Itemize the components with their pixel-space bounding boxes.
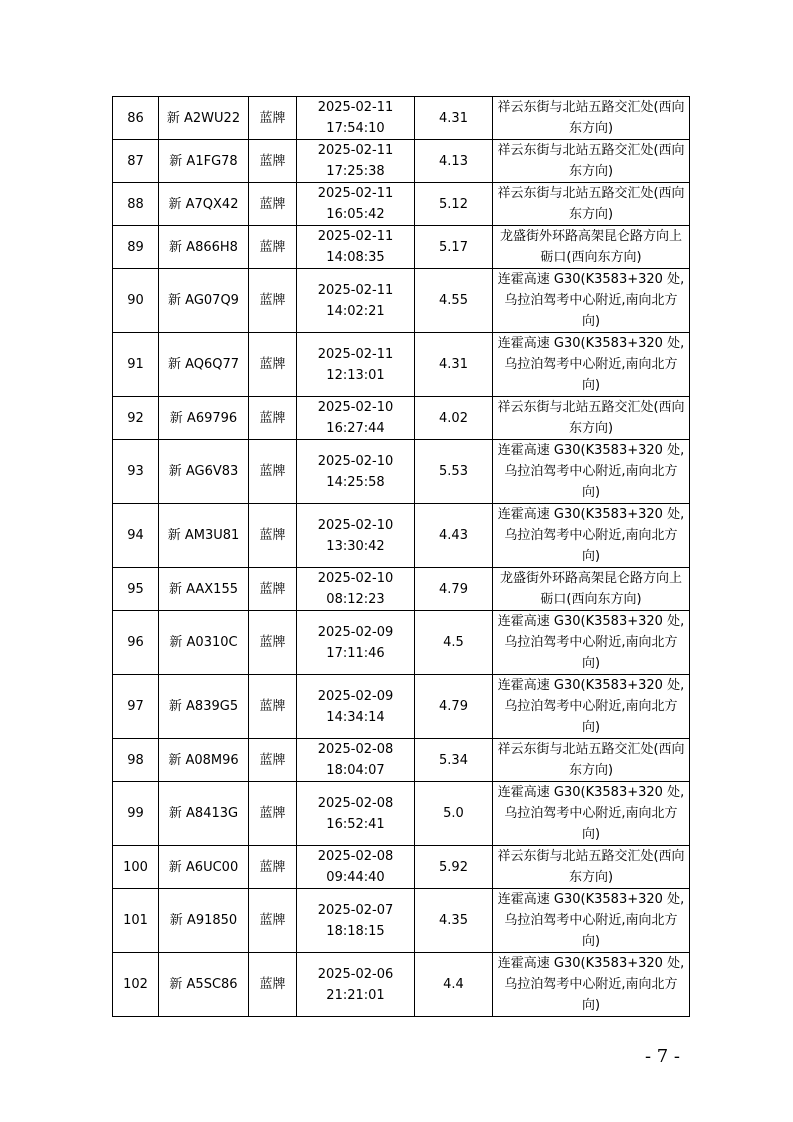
location-cell xyxy=(493,440,690,504)
datetime-cell xyxy=(297,568,415,611)
plate-number-cell xyxy=(159,397,249,440)
record-number-cell xyxy=(113,440,159,504)
plate-number-text: 新 A8413G xyxy=(168,806,239,821)
table-row xyxy=(113,97,690,140)
measured-value-text: 4.79 xyxy=(439,581,468,597)
datetime-cell xyxy=(297,397,415,440)
records-table xyxy=(112,96,690,1017)
datetime-text: 13:30:42 xyxy=(326,538,385,554)
location-line: 乌拉泊驾考中心附近,南向北方 xyxy=(504,464,678,479)
location-cell xyxy=(493,140,690,183)
plate-number-cell xyxy=(159,953,249,1017)
datetime-text: 2025-02-09 xyxy=(317,624,394,640)
plate-number-cell xyxy=(159,782,249,846)
datetime-text: 2025-02-09 xyxy=(317,688,394,704)
location-cell xyxy=(493,675,690,739)
measured-value-text: 4.5 xyxy=(443,635,464,650)
plate-number-text: 新 AG07Q9 xyxy=(168,293,239,308)
datetime-cell xyxy=(297,333,415,397)
location-line: 向) xyxy=(581,485,601,500)
record-number-cell xyxy=(113,226,159,269)
plate-color-cell xyxy=(249,140,297,183)
plate-color-cell xyxy=(249,739,297,782)
table-row xyxy=(113,397,690,440)
table-row xyxy=(113,140,690,183)
table-row xyxy=(113,953,690,1017)
location-cell xyxy=(493,504,690,568)
datetime-cell xyxy=(297,846,415,889)
plate-number-cell xyxy=(159,333,249,397)
location-cell xyxy=(493,953,690,1017)
datetime-cell xyxy=(297,226,415,269)
datetime-text: 14:34:14 xyxy=(326,709,385,725)
table-row xyxy=(113,269,690,333)
location-line: 向) xyxy=(581,720,601,735)
datetime-cell xyxy=(297,183,415,226)
measured-value-text: 5.12 xyxy=(439,196,468,212)
location-line: 连霍高速 G30(K3583+320 处, xyxy=(497,678,685,693)
location-line: 砺口(西向东方向) xyxy=(540,592,642,607)
datetime-text: 2025-02-10 xyxy=(317,571,394,586)
record-number-cell xyxy=(113,397,159,440)
record-number-text: 102 xyxy=(123,977,148,992)
measured-value-cell xyxy=(415,675,493,739)
measured-value-text: 4.55 xyxy=(439,293,468,308)
record-number-text: 100 xyxy=(123,859,148,875)
location-line: 祥云东街与北站五路交汇处(西向 xyxy=(497,849,685,864)
plate-number-text: 新 A7QX42 xyxy=(168,196,239,212)
table-row xyxy=(113,782,690,846)
plate-number-cell xyxy=(159,846,249,889)
record-number-cell xyxy=(113,889,159,953)
location-line: 祥云东街与北站五路交汇处(西向 xyxy=(497,143,685,158)
datetime-text: 14:02:21 xyxy=(326,303,385,319)
plate-color-cell xyxy=(249,226,297,269)
datetime-text: 17:11:46 xyxy=(326,645,385,661)
location-cell xyxy=(493,782,690,846)
plate-number-text: 新 A91850 xyxy=(169,913,238,928)
plate-color-text: 蓝牌 xyxy=(259,859,286,875)
plate-number-cell xyxy=(159,183,249,226)
plate-number-cell xyxy=(159,611,249,675)
measured-value-text: 5.53 xyxy=(439,464,468,479)
measured-value-text: 4.31 xyxy=(439,357,468,372)
datetime-text: 18:04:07 xyxy=(326,763,385,778)
location-line: 向) xyxy=(581,314,601,329)
datetime-cell xyxy=(297,140,415,183)
plate-color-text: 蓝牌 xyxy=(259,110,286,126)
plate-number-text: 新 A5SC86 xyxy=(169,977,238,992)
location-cell xyxy=(493,333,690,397)
plate-number-text: 新 AM3U81 xyxy=(167,528,240,543)
datetime-text: 14:08:35 xyxy=(326,250,385,265)
datetime-text: 2025-02-06 xyxy=(317,966,394,982)
measured-value-cell xyxy=(415,739,493,782)
datetime-cell xyxy=(297,97,415,140)
location-line: 乌拉泊驾考中心附近,南向北方 xyxy=(504,913,678,928)
location-line: 连霍高速 G30(K3583+320 处, xyxy=(497,443,685,458)
location-cell xyxy=(493,846,690,889)
datetime-cell xyxy=(297,504,415,568)
location-line: 向) xyxy=(581,378,601,393)
plate-number-cell xyxy=(159,739,249,782)
measured-value-cell xyxy=(415,333,493,397)
plate-color-text: 蓝牌 xyxy=(259,913,286,928)
location-line: 东方向) xyxy=(568,421,614,436)
record-number-cell xyxy=(113,183,159,226)
record-number-cell xyxy=(113,611,159,675)
record-number-text: 96 xyxy=(127,635,144,650)
plate-number-text: 新 A2WU22 xyxy=(166,110,241,126)
plate-color-text: 蓝牌 xyxy=(259,357,286,372)
measured-value-cell xyxy=(415,97,493,140)
location-line: 东方向) xyxy=(568,870,614,885)
measured-value-cell xyxy=(415,889,493,953)
measured-value-text: 4.31 xyxy=(439,110,468,126)
measured-value-cell xyxy=(415,140,493,183)
measured-value-text: 4.02 xyxy=(439,410,468,426)
measured-value-text: 4.35 xyxy=(439,913,468,928)
location-line: 连霍高速 G30(K3583+320 处, xyxy=(497,336,685,351)
location-cell xyxy=(493,889,690,953)
table-row xyxy=(113,440,690,504)
datetime-text: 17:54:10 xyxy=(326,121,385,136)
measured-value-cell xyxy=(415,397,493,440)
location-line: 连霍高速 G30(K3583+320 处, xyxy=(497,272,685,287)
datetime-text: 2025-02-11 xyxy=(317,100,394,115)
table-row xyxy=(113,504,690,568)
plate-color-cell xyxy=(249,846,297,889)
datetime-text: 21:21:01 xyxy=(326,987,385,1003)
record-number-text: 88 xyxy=(127,196,144,212)
datetime-text: 2025-02-11 xyxy=(317,346,394,362)
datetime-text: 2025-02-11 xyxy=(317,186,394,201)
plate-number-cell xyxy=(159,504,249,568)
location-line: 乌拉泊驾考中心附近,南向北方 xyxy=(504,528,678,543)
measured-value-text: 4.4 xyxy=(443,977,464,992)
plate-number-cell xyxy=(159,568,249,611)
measured-value-cell xyxy=(415,953,493,1017)
plate-number-text: 新 A08M96 xyxy=(168,752,239,768)
record-number-cell xyxy=(113,568,159,611)
table-row xyxy=(113,568,690,611)
plate-color-cell xyxy=(249,269,297,333)
plate-number-text: 新 A0310C xyxy=(169,635,238,650)
datetime-text: 2025-02-08 xyxy=(317,795,394,811)
plate-number-text: 新 A866H8 xyxy=(169,239,238,255)
record-number-text: 98 xyxy=(127,752,144,768)
location-line: 连霍高速 G30(K3583+320 处, xyxy=(497,614,685,629)
location-cell xyxy=(493,739,690,782)
measured-value-text: 5.17 xyxy=(439,239,468,255)
plate-number-cell xyxy=(159,140,249,183)
plate-number-text: 新 A839G5 xyxy=(168,699,239,714)
datetime-text: 2025-02-08 xyxy=(317,742,394,757)
location-cell xyxy=(493,397,690,440)
record-number-text: 90 xyxy=(127,293,144,308)
datetime-text: 14:25:58 xyxy=(326,474,385,490)
plate-color-text: 蓝牌 xyxy=(259,752,286,768)
plate-color-cell xyxy=(249,183,297,226)
datetime-text: 2025-02-11 xyxy=(317,229,394,244)
measured-value-cell xyxy=(415,611,493,675)
plate-color-text: 蓝牌 xyxy=(259,293,286,308)
datetime-cell xyxy=(297,782,415,846)
record-number-text: 94 xyxy=(127,528,144,543)
location-cell xyxy=(493,269,690,333)
datetime-text: 08:12:23 xyxy=(326,592,385,607)
location-line: 乌拉泊驾考中心附近,南向北方 xyxy=(504,699,678,714)
location-line: 祥云东街与北站五路交汇处(西向 xyxy=(497,400,685,415)
location-line: 向) xyxy=(581,827,601,842)
plate-number-cell xyxy=(159,97,249,140)
table-row xyxy=(113,846,690,889)
location-line: 连霍高速 G30(K3583+320 处, xyxy=(497,956,685,971)
measured-value-cell xyxy=(415,183,493,226)
measured-value-cell xyxy=(415,782,493,846)
datetime-text: 16:27:44 xyxy=(326,421,385,436)
location-cell xyxy=(493,226,690,269)
datetime-text: 2025-02-11 xyxy=(317,282,394,298)
measured-value-text: 4.13 xyxy=(439,153,468,169)
location-line: 乌拉泊驾考中心附近,南向北方 xyxy=(504,357,678,372)
plate-number-text: 新 AQ6Q77 xyxy=(167,357,240,372)
location-cell xyxy=(493,568,690,611)
datetime-text: 12:13:01 xyxy=(326,367,385,383)
location-line: 乌拉泊驾考中心附近,南向北方 xyxy=(504,806,678,821)
measured-value-text: 5.0 xyxy=(443,806,464,821)
location-line: 东方向) xyxy=(568,164,614,179)
datetime-text: 2025-02-08 xyxy=(317,849,394,864)
location-line: 向) xyxy=(581,656,601,671)
location-line: 东方向) xyxy=(568,763,614,778)
record-number-cell xyxy=(113,739,159,782)
record-number-cell xyxy=(113,846,159,889)
location-line: 东方向) xyxy=(568,121,614,136)
location-line: 向) xyxy=(581,934,601,949)
plate-color-cell xyxy=(249,953,297,1017)
plate-color-text: 蓝牌 xyxy=(259,635,286,650)
datetime-text: 2025-02-11 xyxy=(317,143,394,158)
measured-value-text: 4.79 xyxy=(439,699,468,714)
location-cell xyxy=(493,183,690,226)
plate-number-cell xyxy=(159,889,249,953)
datetime-text: 2025-02-10 xyxy=(317,400,394,415)
record-number-text: 101 xyxy=(123,913,148,928)
plate-number-text: 新 A1FG78 xyxy=(169,153,238,169)
plate-color-text: 蓝牌 xyxy=(259,581,286,597)
record-number-text: 91 xyxy=(127,357,144,372)
table-row xyxy=(113,889,690,953)
plate-color-text: 蓝牌 xyxy=(259,196,286,212)
datetime-cell xyxy=(297,739,415,782)
location-line: 乌拉泊驾考中心附近,南向北方 xyxy=(504,293,678,308)
location-line: 乌拉泊驾考中心附近,南向北方 xyxy=(504,635,678,650)
record-number-cell xyxy=(113,953,159,1017)
measured-value-text: 5.92 xyxy=(439,859,468,875)
datetime-cell xyxy=(297,889,415,953)
record-number-cell xyxy=(113,333,159,397)
measured-value-text: 4.43 xyxy=(439,528,468,543)
table-row xyxy=(113,739,690,782)
datetime-text: 2025-02-07 xyxy=(317,902,394,918)
datetime-cell xyxy=(297,675,415,739)
plate-number-cell xyxy=(159,269,249,333)
plate-number-text: 新 AAX155 xyxy=(169,581,238,597)
location-line: 祥云东街与北站五路交汇处(西向 xyxy=(497,186,685,201)
datetime-cell xyxy=(297,440,415,504)
measured-value-text: 5.34 xyxy=(439,752,468,768)
record-number-text: 86 xyxy=(127,110,144,126)
record-number-text: 92 xyxy=(127,410,144,426)
plate-color-text: 蓝牌 xyxy=(259,806,286,821)
measured-value-cell xyxy=(415,440,493,504)
plate-color-cell xyxy=(249,97,297,140)
table-row xyxy=(113,226,690,269)
plate-number-cell xyxy=(159,675,249,739)
datetime-text: 2025-02-10 xyxy=(317,517,394,533)
page-number: - 7 - xyxy=(644,1046,680,1067)
table-row xyxy=(113,183,690,226)
plate-color-cell xyxy=(249,568,297,611)
location-cell xyxy=(493,611,690,675)
measured-value-cell xyxy=(415,846,493,889)
record-number-cell xyxy=(113,269,159,333)
plate-color-cell xyxy=(249,440,297,504)
datetime-text: 16:05:42 xyxy=(326,207,385,222)
record-number-text: 93 xyxy=(127,464,144,479)
location-line: 连霍高速 G30(K3583+320 处, xyxy=(497,507,685,522)
record-number-text: 95 xyxy=(127,581,144,597)
plate-number-cell xyxy=(159,440,249,504)
plate-color-text: 蓝牌 xyxy=(259,528,286,543)
plate-color-cell xyxy=(249,782,297,846)
plate-color-cell xyxy=(249,333,297,397)
location-line: 砺口(西向东方向) xyxy=(540,250,642,265)
datetime-cell xyxy=(297,269,415,333)
location-line: 乌拉泊驾考中心附近,南向北方 xyxy=(504,977,678,992)
location-cell xyxy=(493,97,690,140)
plate-color-cell xyxy=(249,504,297,568)
datetime-cell xyxy=(297,953,415,1017)
plate-color-cell xyxy=(249,889,297,953)
plate-color-cell xyxy=(249,397,297,440)
plate-color-text: 蓝牌 xyxy=(259,410,286,426)
measured-value-cell xyxy=(415,269,493,333)
datetime-cell xyxy=(297,611,415,675)
location-line: 连霍高速 G30(K3583+320 处, xyxy=(497,892,685,907)
record-number-text: 87 xyxy=(127,153,144,169)
datetime-text: 16:52:41 xyxy=(326,816,385,832)
datetime-text: 18:18:15 xyxy=(326,923,385,939)
table-row xyxy=(113,675,690,739)
location-line: 龙盛街外环路高架昆仑路方向上 xyxy=(499,571,682,586)
plate-color-cell xyxy=(249,611,297,675)
location-line: 向) xyxy=(581,549,601,564)
plate-color-cell xyxy=(249,675,297,739)
table-row xyxy=(113,333,690,397)
record-number-cell xyxy=(113,140,159,183)
record-number-text: 97 xyxy=(127,699,144,714)
record-number-cell xyxy=(113,504,159,568)
record-number-cell xyxy=(113,782,159,846)
plate-number-text: 新 A6UC00 xyxy=(168,859,239,875)
datetime-text: 09:44:40 xyxy=(326,870,385,885)
record-number-cell xyxy=(113,675,159,739)
record-number-text: 99 xyxy=(127,806,144,821)
record-number-text: 89 xyxy=(127,239,144,255)
plate-number-text: 新 A69796 xyxy=(169,410,238,426)
plate-color-text: 蓝牌 xyxy=(259,699,286,714)
plate-number-cell xyxy=(159,226,249,269)
plate-color-text: 蓝牌 xyxy=(259,239,286,255)
plate-number-text: 新 AG6V83 xyxy=(168,464,239,479)
measured-value-cell xyxy=(415,568,493,611)
plate-color-text: 蓝牌 xyxy=(259,464,286,479)
location-line: 东方向) xyxy=(568,207,614,222)
location-line: 连霍高速 G30(K3583+320 处, xyxy=(497,785,685,800)
measured-value-cell xyxy=(415,504,493,568)
table-row xyxy=(113,611,690,675)
plate-color-text: 蓝牌 xyxy=(259,153,286,169)
records-table-body xyxy=(113,97,690,1017)
location-line: 龙盛街外环路高架昆仑路方向上 xyxy=(499,229,682,244)
datetime-text: 17:25:38 xyxy=(326,164,385,179)
location-line: 祥云东街与北站五路交汇处(西向 xyxy=(497,100,685,115)
measured-value-cell xyxy=(415,226,493,269)
datetime-text: 2025-02-10 xyxy=(317,453,394,469)
location-line: 向) xyxy=(581,998,601,1013)
plate-color-text: 蓝牌 xyxy=(259,977,286,992)
location-line: 祥云东街与北站五路交汇处(西向 xyxy=(497,742,685,757)
record-number-cell xyxy=(113,97,159,140)
